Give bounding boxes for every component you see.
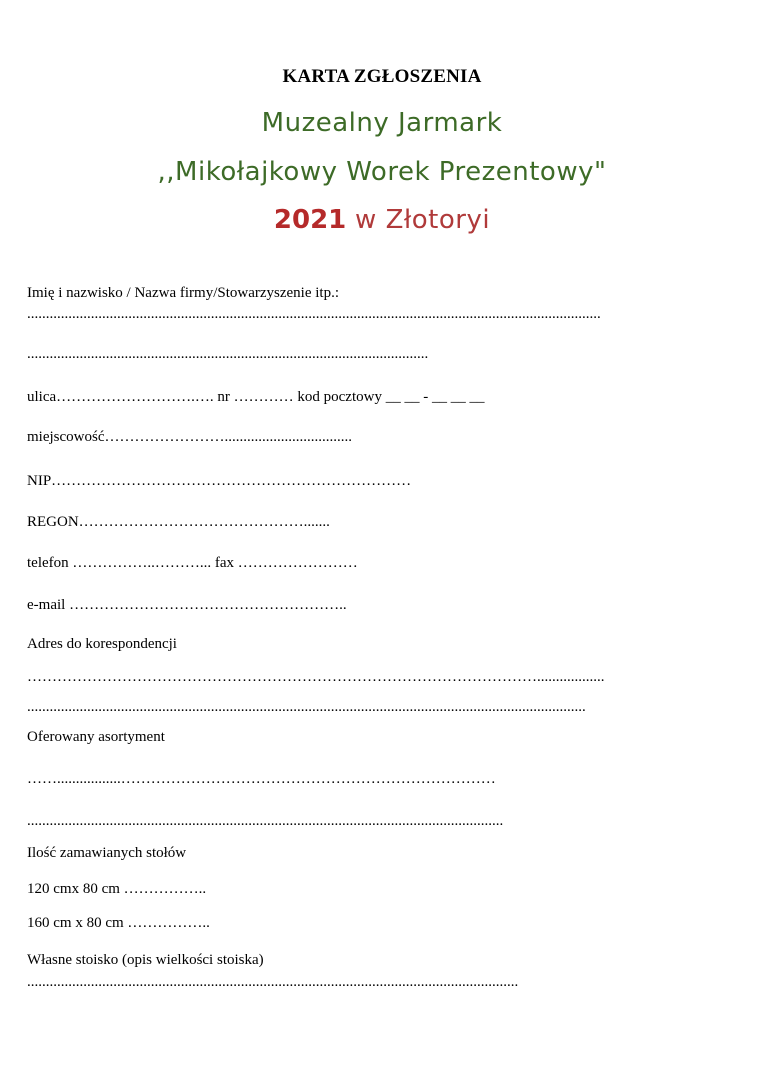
name-field-line-1[interactable]: ......................................................................................................................................................... bbox=[27, 306, 601, 322]
name-label: Imię i nazwisko / Nazwa firmy/Stowarzyszenie itp.: bbox=[27, 285, 339, 301]
name-field-line-2[interactable]: ........................................................................................................... bbox=[27, 346, 429, 362]
city-field[interactable]: miejscowość…………………….................................. bbox=[27, 429, 352, 445]
own-stand-field[interactable]: ................................................................................................................................... bbox=[27, 974, 519, 990]
assortment-field-line-2[interactable]: ............................................................................................................................... bbox=[27, 813, 504, 829]
event-location: w Złotoryi bbox=[346, 205, 491, 235]
street-field[interactable]: ulica……………………….…. nr ………… kod pocztowy __ __ - __ __ __ bbox=[27, 389, 485, 405]
table-size-120-field[interactable]: 120 cmx 80 cm …………….. bbox=[27, 881, 207, 897]
address-field-line-2[interactable]: ..................................................................................................................................................... bbox=[27, 699, 586, 715]
address-field-line-1[interactable]: ………………………………………………………………………………………….................. bbox=[27, 669, 605, 685]
table-size-160-field[interactable]: 160 cm x 80 cm …………….. bbox=[27, 915, 210, 931]
phone-fax-field[interactable]: telefon ……………..………... fax …………………… bbox=[27, 555, 358, 571]
event-year: 2021 bbox=[273, 205, 347, 235]
nip-field[interactable]: NIP……………………………………………………………… bbox=[27, 473, 412, 489]
event-year-location bbox=[0, 205, 764, 235]
tables-label: Ilość zamawianych stołów bbox=[27, 845, 187, 861]
regon-field[interactable]: REGON………………………………………....... bbox=[27, 514, 330, 530]
event-name: Muzealny Jarmark bbox=[261, 108, 503, 138]
address-label: Adres do korespondencji bbox=[27, 636, 177, 652]
assortment-field-line-1[interactable]: …….................………………………………………………………………… bbox=[27, 771, 496, 787]
event-subtitle: ,,Mikołajkowy Worek Prezentowy" bbox=[157, 157, 607, 187]
assortment-label: Oferowany asortyment bbox=[27, 729, 165, 745]
email-field[interactable]: e-mail ……………………………………………….. bbox=[27, 597, 347, 613]
form-title: KARTA ZGŁOSZENIA bbox=[282, 66, 482, 87]
own-stand-label: Własne stoisko (opis wielkości stoiska) bbox=[27, 952, 264, 968]
